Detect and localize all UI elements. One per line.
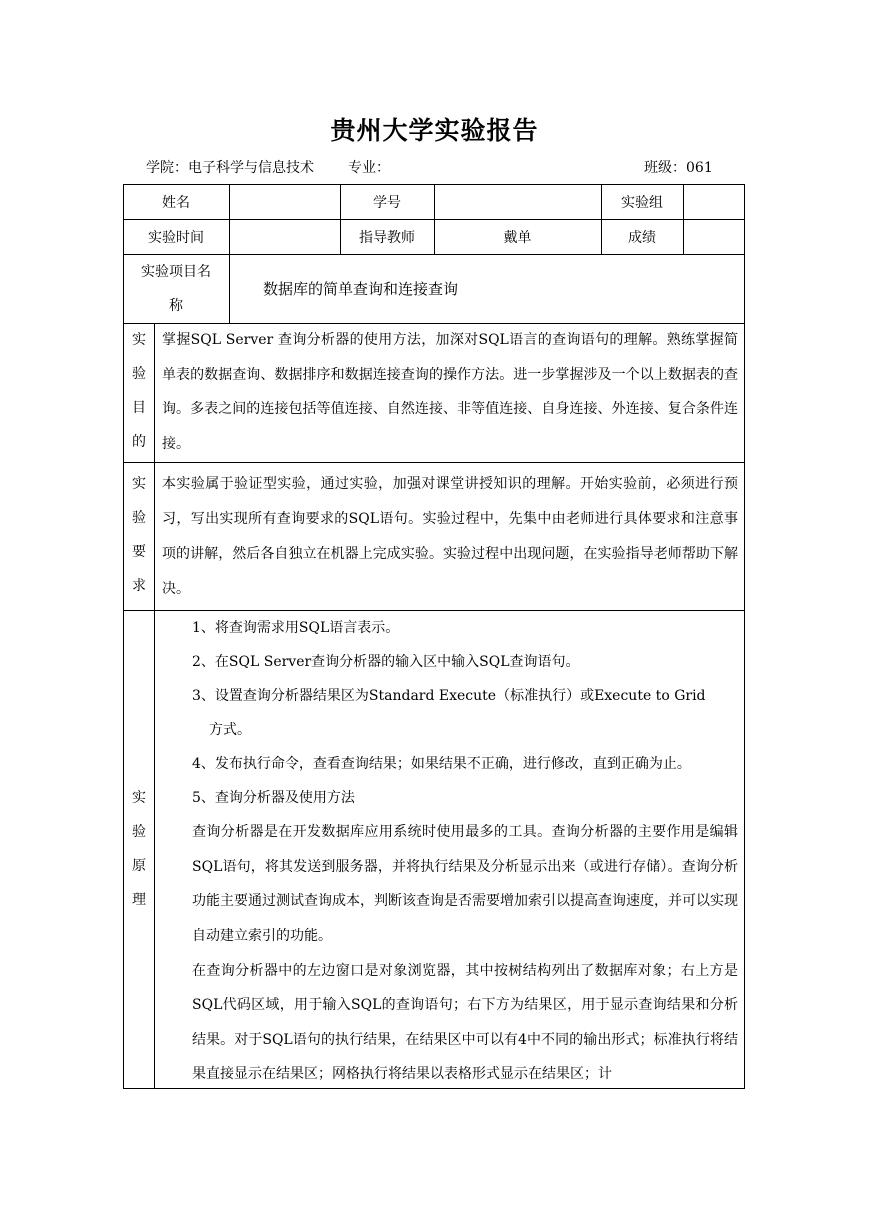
- name-value[interactable]: [229, 184, 340, 219]
- principle-item-3: 3、设置查询分析器结果区为Standard Execute（标准执行）或Execute to Grid: [192, 688, 706, 704]
- teacher-label: 指导教师: [359, 229, 415, 246]
- group-label: 实验组: [621, 194, 663, 211]
- teacher-value: 戴单: [503, 229, 532, 246]
- principle-item-3-cont: 方式。: [209, 722, 251, 738]
- report-title: 贵州大学实验报告: [330, 116, 539, 145]
- college-field: 学院：电子科学与信息技术: [146, 160, 314, 176]
- requirement-label: 实 验 要 求: [132, 476, 146, 594]
- time-value[interactable]: [229, 219, 340, 254]
- purpose-label: 实 验 目 的: [132, 332, 146, 450]
- project-label-line2: 称: [169, 298, 183, 314]
- project-title: 数据库的简单查询和连接查询: [263, 280, 459, 298]
- grade-label: 成绩: [628, 229, 656, 246]
- principle-paragraph-1: 查询分析器是在开发数据库应用系统时使用最多的工具。查询分析器的主要作用是编辑SQL语句，将其发送到服务器，并将执行结果及分析显示出来（或进行存储）。查询分析功能主要通过测试查询成本，判断该查询是否需要增加索引以提高查询速度，并可以实现自动建立索引的功能。: [192, 824, 738, 945]
- student-id-value[interactable]: [434, 184, 601, 219]
- purpose-text: 掌握SQL Server 查询分析器的使用方法，加深对SQL语言的查询语句的理解。熟练掌握简单表的数据查询、数据排序和数据连接查询的操作方法。进一步掌握涉及一个以上数据表的查询。多表之间的连接包括等值连接、自然连接、非等值连接、自身连接、外连接、复合条件连接。: [162, 332, 738, 452]
- principle-paragraph-2: 在查询分析器中的左边窗口是对象浏览器，其中按树结构列出了数据库对象；右上方是SQL代码区域，用于输入SQL的查询语句；右下方为结果区，用于显示查询结果和分析结果。对于SQL语句的执行结果，在结果区中可以有4中不同的输出形式；标准执行将结果直接显示在结果区；网格执行将结果以表格形式显示在结果区；计: [192, 963, 738, 1082]
- principle-item-2: 2、在SQL Server查询分析器的输入区中输入SQL查询语句。: [192, 654, 580, 670]
- grade-value[interactable]: [683, 219, 745, 254]
- principle-item-4: 4、发布执行命令，查看查询结果；如果结果不正确，进行修改，直到正确为止。: [192, 756, 691, 772]
- requirement-text: 本实验属于验证型实验，通过实验，加强对课堂讲授知识的理解。开始实验前，必须进行预习，写出实现所有查询要求的SQL语句。实验过程中，先集中由老师进行具体要求和注意事项的讲解，然后各自独立在机器上完成实验。实验过程中出现问题，在实验指导老师帮助下解决。: [162, 476, 738, 597]
- major-field: 专业：: [348, 160, 390, 176]
- principle-item-5: 5、查询分析器及使用方法: [192, 790, 355, 806]
- name-label: 姓名: [162, 194, 190, 211]
- class-field: 班级：061: [644, 160, 713, 176]
- principle-item-1: 1、将查询需求用SQL语言表示。: [192, 620, 400, 636]
- project-label-line1: 实验项目名: [141, 264, 211, 280]
- group-value[interactable]: [683, 184, 745, 219]
- student-id-label: 学号: [373, 194, 401, 211]
- time-label: 实验时间: [148, 229, 204, 246]
- principle-label: 实 验 原 理: [132, 790, 146, 908]
